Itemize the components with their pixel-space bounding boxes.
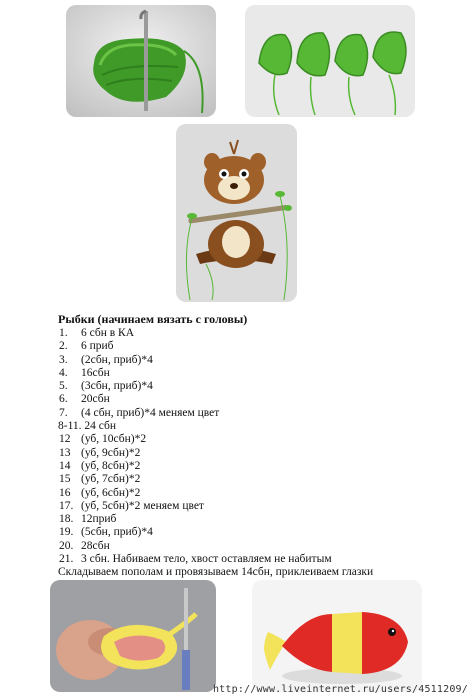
pattern-row <box>58 540 458 553</box>
pattern-row <box>58 487 458 500</box>
row-text: (уб, 5сбн)*2 меняем цвет <box>81 499 204 512</box>
pattern-row <box>58 460 458 473</box>
row-text: 8-11. 24 сбн <box>58 420 117 433</box>
pattern-row <box>58 327 458 340</box>
pattern-row <box>58 380 458 393</box>
row-number: 21. <box>59 553 74 566</box>
pattern-text <box>58 312 458 580</box>
watermark-url: http://www.liveinternet.ru/users/4511209/ <box>212 684 468 695</box>
row-text: (уб, 8сбн)*2 <box>81 459 141 472</box>
row-number: 13 <box>59 446 71 459</box>
row-number: 6. <box>59 393 68 406</box>
pattern-row <box>58 367 458 380</box>
row-number: 5. <box>59 380 68 393</box>
row-number: 14 <box>59 459 71 472</box>
row-number: 7. <box>59 406 68 419</box>
row-text: 6 сбн в КА <box>81 327 135 339</box>
row-number: 15 <box>59 473 71 486</box>
row-text: (уб, 10сбн)*2 <box>81 433 147 446</box>
row-text: (уб, 7сбн)*2 <box>81 473 141 486</box>
photo-crochet-fish-finished <box>252 580 422 692</box>
pattern-row <box>58 340 458 353</box>
pattern-row <box>58 433 458 446</box>
pattern-row <box>58 566 458 579</box>
row-text: (2сбн, приб)*4 <box>81 353 153 366</box>
row-number: 20. <box>59 539 74 552</box>
row-text: 3 сбн. Набиваем тело, хвост оставляем не набитым <box>81 553 332 566</box>
row-text: 28сбн <box>81 539 110 552</box>
row-text: 6 приб <box>81 340 114 353</box>
pattern-row <box>58 513 458 526</box>
row-number: 1. <box>59 327 68 339</box>
pattern-row <box>58 473 458 486</box>
row-number: 16 <box>59 486 71 499</box>
pattern-row <box>58 553 458 566</box>
pattern-row <box>58 500 458 513</box>
pattern-row <box>58 393 458 406</box>
row-text: 20сбн <box>81 393 110 406</box>
row-text: Складываем пополам и провязываем 14сбн, приклеиваем глазки <box>58 566 374 579</box>
row-number: 4. <box>59 366 68 379</box>
pattern-row <box>58 447 458 460</box>
pattern-row <box>58 407 458 420</box>
row-text: 16сбн <box>81 366 110 379</box>
row-text: (4 сбн, приб)*4 меняем цвет <box>81 406 220 419</box>
row-number: 12 <box>59 433 71 446</box>
row-text: (уб, 9сбн)*2 <box>81 446 141 459</box>
pattern-row <box>58 420 458 433</box>
row-number: 2. <box>59 340 68 353</box>
row-text: (3сбн, приб)*4 <box>81 380 153 393</box>
photo-crochet-fish-in-progress <box>50 580 216 692</box>
photo-amigurumi-toy <box>176 124 297 302</box>
row-text: 12приб <box>81 513 117 526</box>
pattern-row <box>58 354 458 367</box>
row-text: (5сбн, приб)*4 <box>81 526 153 539</box>
row-number: 18. <box>59 513 74 526</box>
row-number: 17. <box>59 499 74 512</box>
photo-crochet-leaves <box>245 5 415 117</box>
row-number: 19. <box>59 526 74 539</box>
row-number: 3. <box>59 353 68 366</box>
pattern-title: Рыбки (начинаем вязать с головы) <box>58 312 248 326</box>
row-text: (уб, 6сбн)*2 <box>81 486 141 499</box>
pattern-row <box>58 526 458 539</box>
photo-crochet-green-piece <box>66 5 216 117</box>
